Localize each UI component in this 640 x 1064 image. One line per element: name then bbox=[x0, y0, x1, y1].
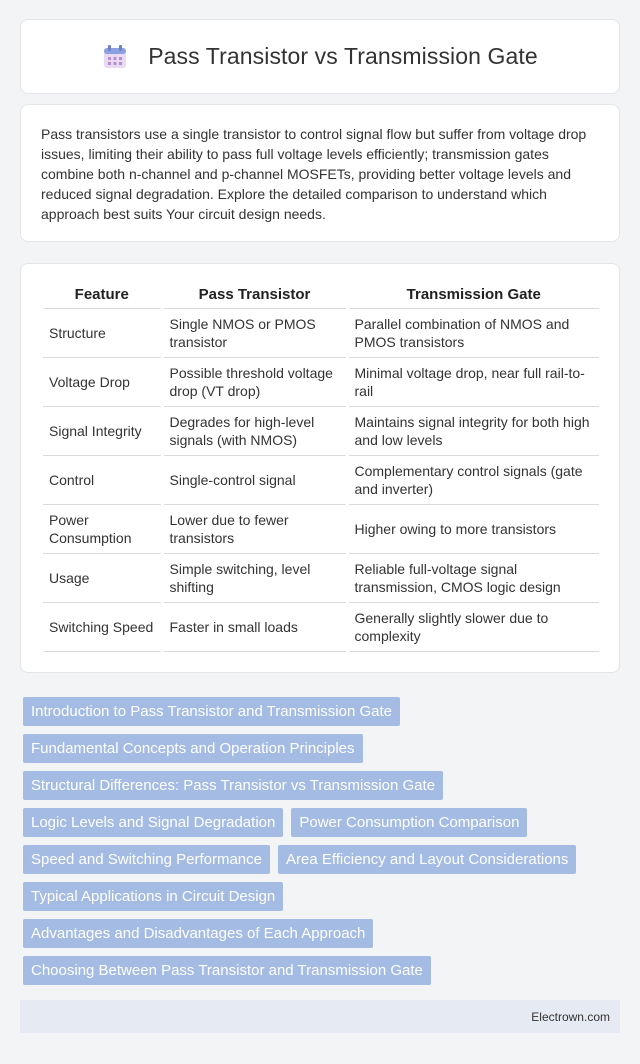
feature-cell: Structure bbox=[43, 308, 162, 357]
pass-transistor-cell: Possible threshold voltage drop (VT drop) bbox=[162, 357, 347, 406]
topic-link-choosing[interactable]: Choosing Between Pass Transistor and Transmission Gate bbox=[23, 956, 431, 985]
topic-link-introduction[interactable]: Introduction to Pass Transistor and Transmission Gate bbox=[23, 697, 400, 726]
topic-link-logic-levels[interactable]: Logic Levels and Signal Degradation bbox=[23, 808, 283, 837]
table-header-row bbox=[43, 282, 599, 308]
transmission-gate-cell: Reliable full-voltage signal transmission, CMOS logic design bbox=[347, 553, 599, 602]
comparison-table-card bbox=[20, 263, 620, 673]
calendar-icon bbox=[102, 44, 128, 70]
topic-link-applications[interactable]: Typical Applications in Circuit Design bbox=[23, 882, 283, 911]
feature-cell: Usage bbox=[43, 553, 162, 602]
table-row bbox=[43, 504, 599, 553]
header-transmission-gate: Transmission Gate bbox=[347, 282, 599, 308]
topic-row bbox=[23, 697, 623, 726]
topic-link-area-efficiency[interactable]: Area Efficiency and Layout Considerations bbox=[278, 845, 576, 874]
feature-cell: Control bbox=[43, 455, 162, 504]
title-card bbox=[20, 19, 620, 94]
footer-site-link[interactable]: Electrown.com bbox=[531, 1009, 610, 1024]
topic-link-fundamentals[interactable]: Fundamental Concepts and Operation Principles bbox=[23, 734, 363, 763]
table-row bbox=[43, 308, 599, 357]
pass-transistor-cell: Faster in small loads bbox=[162, 602, 347, 651]
feature-cell: Signal Integrity bbox=[43, 406, 162, 455]
topic-link-speed[interactable]: Speed and Switching Performance bbox=[23, 845, 270, 874]
topic-row bbox=[23, 734, 623, 763]
transmission-gate-cell: Complementary control signals (gate and inverter) bbox=[347, 455, 599, 504]
table-row bbox=[43, 455, 599, 504]
comparison-table bbox=[43, 282, 599, 652]
topic-row bbox=[23, 808, 623, 837]
feature-cell: Voltage Drop bbox=[43, 357, 162, 406]
table-row bbox=[43, 602, 599, 651]
header-pass-transistor: Pass Transistor bbox=[162, 282, 347, 308]
pass-transistor-cell: Single-control signal bbox=[162, 455, 347, 504]
pass-transistor-cell: Degrades for high-level signals (with NMOS) bbox=[162, 406, 347, 455]
topic-link-structural-differences[interactable]: Structural Differences: Pass Transistor vs Transmission Gate bbox=[23, 771, 443, 800]
table-row bbox=[43, 406, 599, 455]
transmission-gate-cell: Parallel combination of NMOS and PMOS transistors bbox=[347, 308, 599, 357]
table-row bbox=[43, 553, 599, 602]
topic-row bbox=[23, 956, 623, 985]
pass-transistor-cell: Lower due to fewer transistors bbox=[162, 504, 347, 553]
transmission-gate-cell: Generally slightly slower due to complexity bbox=[347, 602, 599, 651]
pass-transistor-cell: Simple switching, level shifting bbox=[162, 553, 347, 602]
feature-cell: Switching Speed bbox=[43, 602, 162, 651]
table-row bbox=[43, 357, 599, 406]
topic-row bbox=[23, 919, 623, 948]
topic-link-power-consumption[interactable]: Power Consumption Comparison bbox=[291, 808, 527, 837]
transmission-gate-cell: Minimal voltage drop, near full rail-to-rail bbox=[347, 357, 599, 406]
topic-row bbox=[23, 845, 623, 874]
transmission-gate-cell: Higher owing to more transistors bbox=[347, 504, 599, 553]
topic-link-advantages[interactable]: Advantages and Disadvantages of Each Approach bbox=[23, 919, 373, 948]
transmission-gate-cell: Maintains signal integrity for both high and low levels bbox=[347, 406, 599, 455]
header-feature: Feature bbox=[43, 282, 162, 308]
topic-links bbox=[23, 697, 623, 993]
intro-text: Pass transistors use a single transistor to control signal flow but suffer from voltage drop issues, limiting their ability to pass full voltage levels efficiently; transmission gates combine both n-channel and p-channel MOSFETs, providing better voltage levels and reduced signal degradation. Explore the detailed comparison to understand which approach best suits Your circuit design needs. bbox=[41, 126, 587, 222]
topic-row bbox=[23, 882, 623, 911]
feature-cell: Power Consumption bbox=[43, 504, 162, 553]
topic-row bbox=[23, 771, 623, 800]
page-title: Pass Transistor vs Transmission Gate bbox=[148, 43, 538, 69]
footer bbox=[20, 1000, 620, 1033]
intro-card bbox=[20, 104, 620, 242]
pass-transistor-cell: Single NMOS or PMOS transistor bbox=[162, 308, 347, 357]
